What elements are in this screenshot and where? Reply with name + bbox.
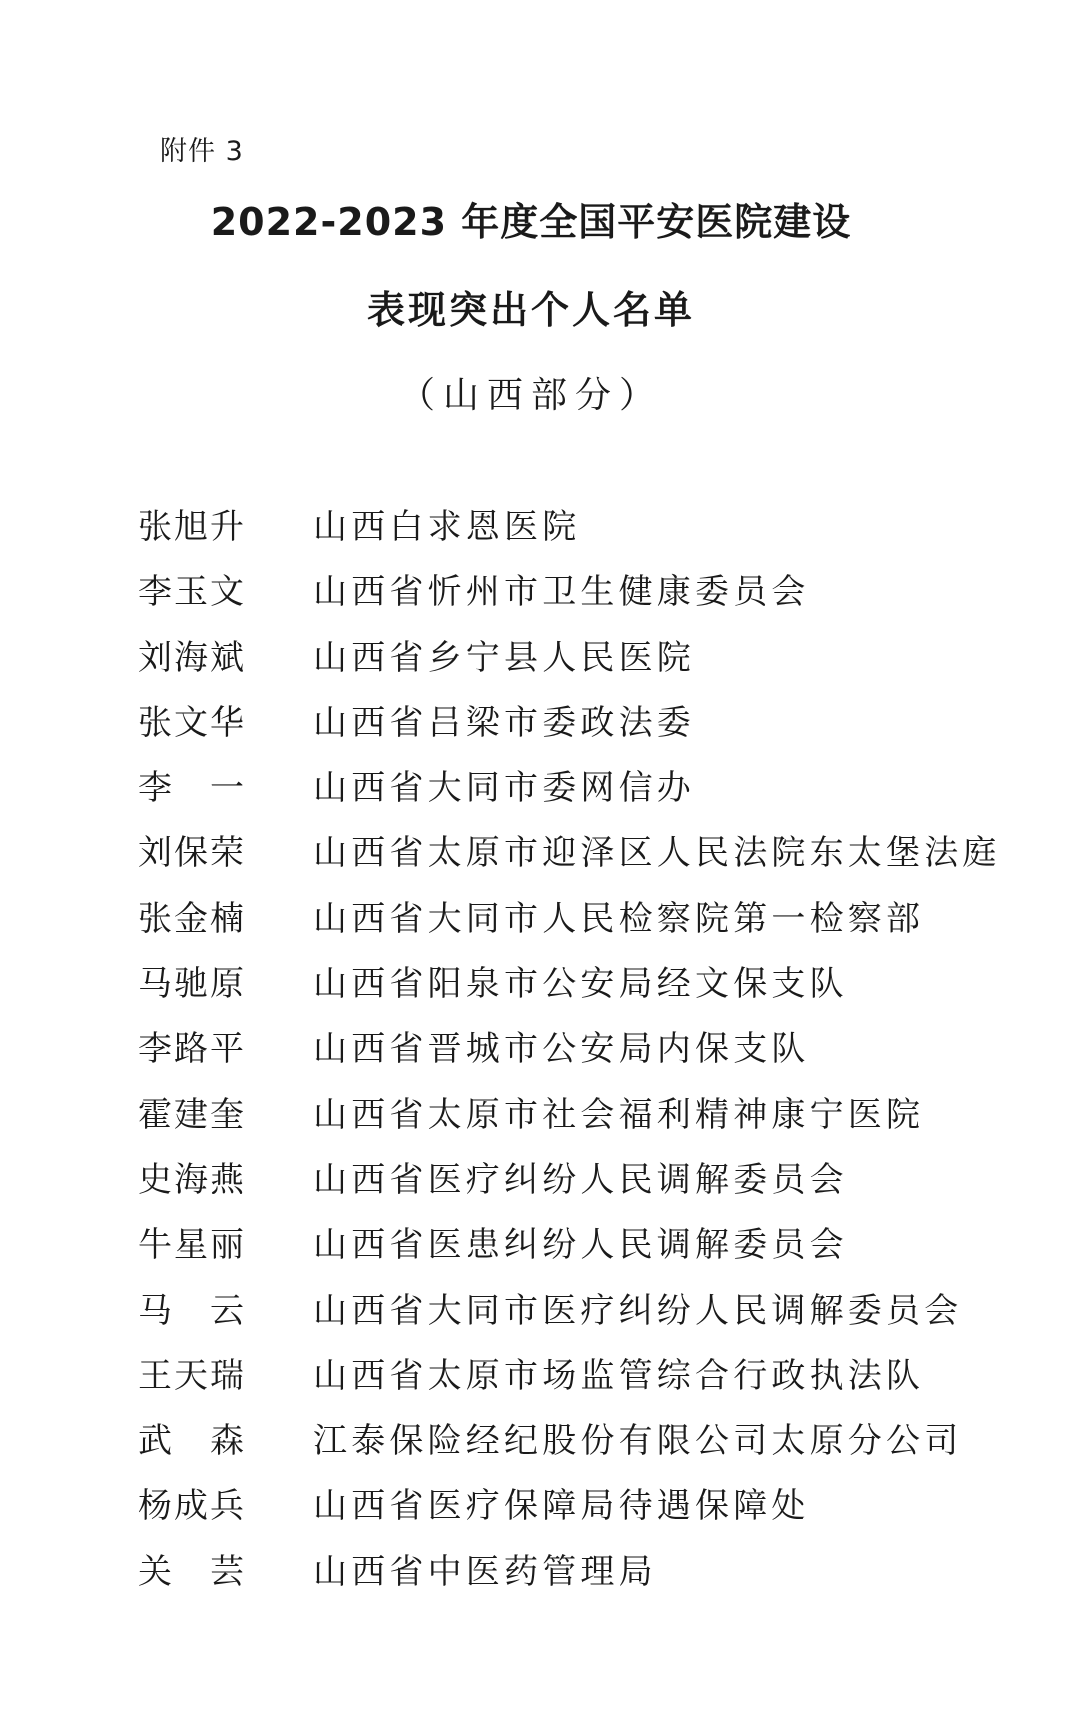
person-name-first-char: 武	[138, 1421, 172, 1462]
list-item	[138, 1029, 1038, 1094]
list-item	[138, 833, 1038, 898]
list-item	[138, 1421, 1038, 1486]
person-organization: 山西省医患纠纷人民调解委员会	[313, 1225, 848, 1266]
document-title-line-1: 2022-2023 年度全国平安医院建设	[210, 200, 852, 244]
document-subtitle: （山西部分）	[398, 375, 663, 416]
list-item	[138, 572, 1038, 637]
person-name-last-char: 云	[210, 1290, 244, 1331]
person-name: 李玉文	[138, 572, 246, 613]
list-item	[138, 768, 1038, 833]
person-organization: 山西省大同市人民检察院第一检察部	[313, 898, 925, 939]
person-name: 杨成兵	[138, 1486, 246, 1527]
person-name	[138, 768, 244, 808]
person-name: 王天瑞	[138, 1355, 246, 1396]
person-list	[138, 507, 1038, 1617]
person-name: 张旭升	[138, 507, 246, 547]
list-item	[138, 703, 1038, 768]
person-name	[138, 1552, 244, 1592]
list-item	[138, 1552, 1038, 1617]
person-organization: 山西白求恩医院	[313, 507, 581, 547]
person-organization: 山西省太原市场监管综合行政执法队	[313, 1355, 925, 1396]
person-name-last-char: 芸	[210, 1551, 244, 1592]
list-item	[138, 638, 1038, 703]
person-organization: 山西省太原市迎泽区人民法院东太堡法庭	[313, 833, 1001, 874]
person-organization: 山西省吕梁市委政法委	[313, 702, 695, 743]
person-organization: 江泰保险经纪股份有限公司太原分公司	[313, 1421, 963, 1462]
person-organization: 山西省中医药管理局	[313, 1551, 657, 1592]
list-item	[138, 507, 1038, 572]
list-item	[138, 1356, 1038, 1421]
list-item	[138, 1486, 1038, 1551]
document-title-line-2: 表现突出个人名单	[366, 288, 695, 332]
person-name: 牛星丽	[138, 1225, 246, 1266]
person-name-last-char: 一	[210, 768, 244, 809]
list-item	[138, 1291, 1038, 1356]
list-item	[138, 1160, 1038, 1225]
person-organization: 山西省医疗纠纷人民调解委员会	[313, 1159, 848, 1200]
person-organization: 山西省太原市社会福利精神康宁医院	[313, 1094, 925, 1135]
list-item	[138, 964, 1038, 1029]
person-organization: 山西省晋城市公安局内保支队	[313, 1029, 810, 1070]
list-item	[138, 1225, 1038, 1290]
list-item	[138, 899, 1038, 964]
person-organization: 山西省阳泉市公安局经文保支队	[313, 964, 848, 1005]
person-organization: 山西省乡宁县人民医院	[313, 637, 695, 678]
person-organization: 山西省医疗保障局待遇保障处	[313, 1486, 810, 1527]
person-name: 张文华	[138, 702, 246, 743]
person-name-first-char: 关	[138, 1551, 172, 1592]
person-name: 史海燕	[138, 1159, 246, 1200]
person-name: 张金楠	[138, 898, 246, 939]
person-organization: 山西省大同市委网信办	[313, 768, 695, 809]
person-name	[138, 1421, 244, 1461]
person-name: 李路平	[138, 1029, 246, 1070]
person-name: 霍建奎	[138, 1094, 246, 1135]
person-name-first-char: 马	[138, 1290, 172, 1331]
person-name: 刘保荣	[138, 833, 246, 874]
attachment-label: 附件 3	[160, 136, 244, 167]
list-item	[138, 1095, 1038, 1160]
person-name-first-char: 李	[138, 768, 172, 809]
person-organization: 山西省大同市医疗纠纷人民调解委员会	[313, 1290, 963, 1331]
person-name: 马驰原	[138, 964, 246, 1005]
person-name-last-char: 森	[210, 1421, 244, 1462]
person-name	[138, 1291, 244, 1331]
person-organization: 山西省忻州市卫生健康委员会	[313, 572, 810, 613]
person-name: 刘海斌	[138, 637, 246, 678]
